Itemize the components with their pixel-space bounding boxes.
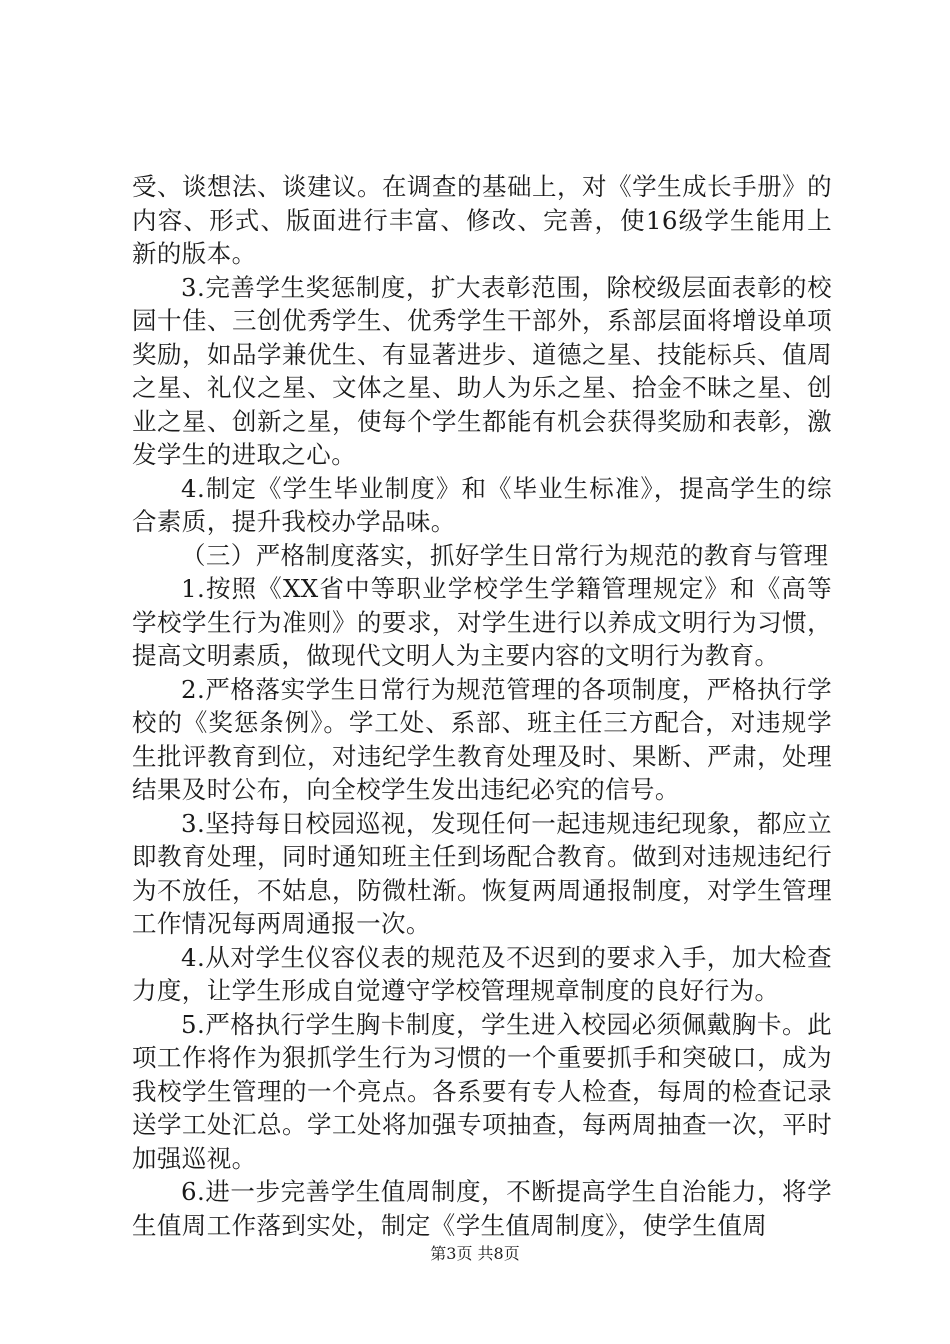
- paragraph: 4.制定《学生毕业制度》和《毕业生标准》，提高学生的综合素质，提升我校办学品味。: [132, 473, 832, 536]
- section-heading: （三）严格制度落实，抓好学生日常行为规范的教育与管理: [181, 540, 829, 570]
- paragraph: 受、谈想法、谈建议。在调查的基础上，对《学生成长手册》的内容、形式、版面进行丰富、修改、完善，使16级学生能用上新的版本。: [132, 172, 832, 268]
- paragraph: 2.严格落实学生日常行为规范管理的各项制度，严格执行学校的《奖惩条例》。学工处、系部、班主任三方配合，对违规学生批评教育到位，对违纪学生教育处理及时、果断、严肃，处理结果及时公布，向全校学生发出违纪必究的信号。: [132, 674, 832, 804]
- paragraph: 3.完善学生奖惩制度，扩大表彰范围，除校级层面表彰的校园十佳、三创优秀学生、优秀学生干部外，系部层面将增设单项奖励，如品学兼优生、有显著进步、道德之星、技能标兵、值周之星、礼仪之星、文体之星、助人为乐之星、拾金不昧之星、创业之星、创新之星，使每个学生都能有机会获得奖励和表彰，激发学生的进取之心。: [132, 272, 832, 469]
- paragraph: 6.进一步完善学生值周制度，不断提高学生自治能力，将学生值周工作落到实处，制定《学生值周制度》，使学生值周: [132, 1177, 832, 1240]
- paragraph: 4.从对学生仪容仪表的规范及不迟到的要求入手，加大检查力度，让学生形成自觉遵守学校管理规章制度的良好行为。: [132, 942, 832, 1005]
- paragraph: 1.按照《XX省中等职业学校学生学籍管理规定》和《高等学校学生行为准则》的要求，对学生进行以养成文明行为习惯，提高文明素质，做现代文明人为主要内容的文明行为教育。: [132, 574, 832, 670]
- paragraph: 3.坚持每日校园巡视，发现任何一起违规违纪现象，都应立即教育处理，同时通知班主任到场配合教育。做到对违规违纪行为不放任，不姑息，防微杜渐。恢复两周通报制度，对学生管理工作情况每两周通报一次。: [132, 808, 832, 938]
- paragraph: 5.严格执行学生胸卡制度，学生进入校园必须佩戴胸卡。此项工作将作为狠抓学生行为习惯的一个重要抓手和突破口，成为我校学生管理的一个亮点。各系要有专人检查，每周的检查记录送学工处汇总。学工处将加强专项抽查，每两周抽查一次，平时加强巡视。: [132, 1009, 832, 1173]
- document-body: [132, 170, 832, 1242]
- page-number-footer: 第3页 共8页: [430, 1244, 520, 1263]
